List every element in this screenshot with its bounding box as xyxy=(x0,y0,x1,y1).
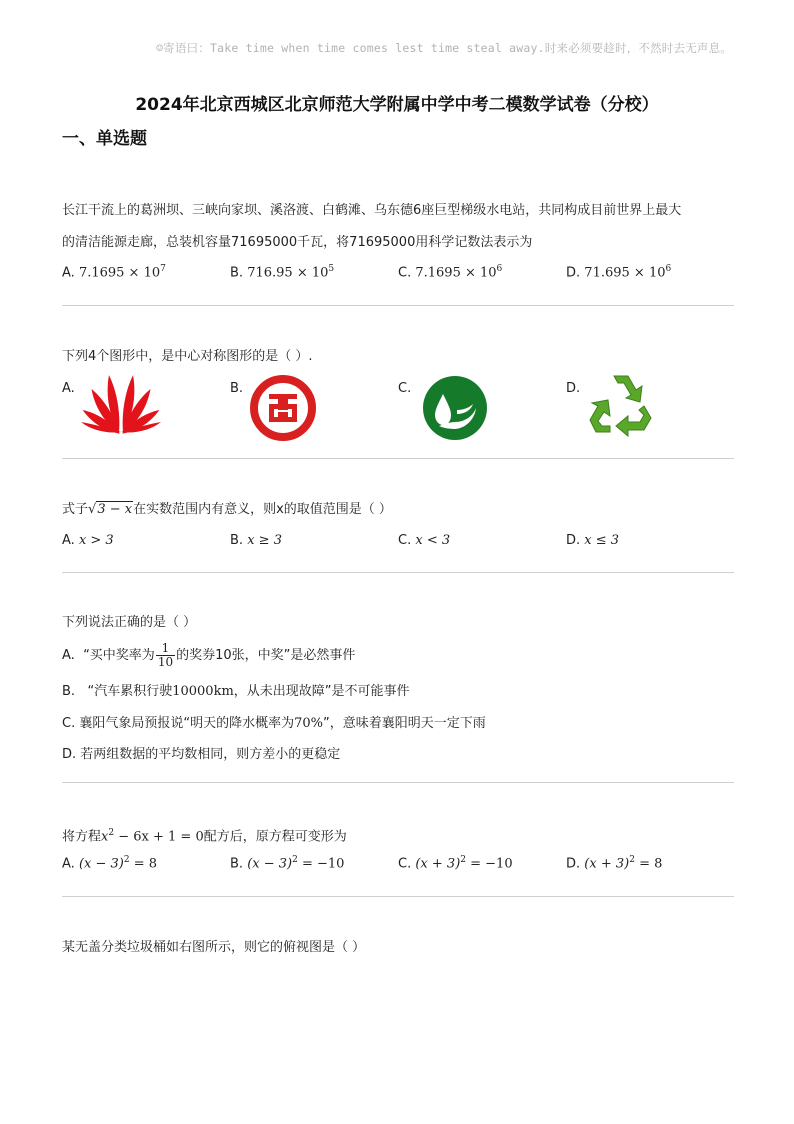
fraction-numerator: 1 xyxy=(156,642,175,656)
q5-option-d[interactable] xyxy=(566,855,662,871)
sqrt-expression: √3 − x xyxy=(88,502,133,517)
q3-option-b[interactable] xyxy=(230,533,282,548)
q5-stem-pre: 将方程 xyxy=(62,829,102,845)
q2-option-c-label[interactable]: C. xyxy=(398,381,412,396)
option-exponent: 2 xyxy=(292,855,298,865)
option-math: x ≤ 3 xyxy=(584,533,620,548)
option-label: A. xyxy=(62,265,75,281)
icbc-logo-icon[interactable] xyxy=(249,374,317,442)
option-math: 71.695 × 10 xyxy=(584,265,666,281)
q1-option-c[interactable] xyxy=(398,264,502,280)
option-label: C. xyxy=(398,265,412,281)
option-label: C. xyxy=(398,856,412,872)
fraction xyxy=(156,642,175,669)
q3-option-a[interactable] xyxy=(62,533,114,548)
section-heading: 一、单选题 xyxy=(62,129,147,149)
q3-option-d[interactable] xyxy=(566,533,619,548)
option-math: x < 3 xyxy=(415,533,451,548)
option-math-rest: = −10 xyxy=(297,856,345,872)
option-math: (x + 3) xyxy=(584,856,630,872)
option-label: B. xyxy=(230,856,244,872)
option-label: A. xyxy=(62,533,75,548)
option-math: (x − 3) xyxy=(78,856,124,872)
option-text-pre: “汽车累积行驶 xyxy=(87,684,173,699)
option-label: D. xyxy=(566,533,581,548)
option-label: A. xyxy=(62,856,75,872)
equation-var: x xyxy=(101,829,109,845)
sqrt-radicand: 3 − x xyxy=(97,502,133,517)
option-label: C. xyxy=(398,533,412,548)
option-text-pre: “买中奖率为 xyxy=(83,648,155,663)
option-math-rest: = −10 xyxy=(466,856,513,872)
option-math-rest: = 8 xyxy=(129,856,158,872)
option-text-pre: 襄阳气象局预报说“明天的降水概率为 xyxy=(79,716,295,731)
question-5-stem xyxy=(62,817,347,853)
question-3-stem xyxy=(62,494,392,526)
q4-option-c[interactable] xyxy=(62,712,486,731)
q5-option-a[interactable] xyxy=(62,855,157,871)
question-separator xyxy=(62,572,734,573)
option-math: (x + 3) xyxy=(415,856,461,872)
q2-option-d-label[interactable]: D. xyxy=(566,381,581,396)
question-separator xyxy=(62,782,734,783)
option-math: x > 3 xyxy=(78,533,114,548)
option-exponent: 7 xyxy=(160,264,166,274)
option-label: D. xyxy=(62,747,77,762)
q1-option-b[interactable] xyxy=(230,264,334,280)
option-math: 70% xyxy=(294,716,324,731)
q3-stem-pre: 式子 xyxy=(62,502,89,517)
option-exponent: 2 xyxy=(460,855,466,865)
option-exponent: 2 xyxy=(629,855,635,865)
option-math: 716.95 × 10 xyxy=(247,265,329,281)
question-separator xyxy=(62,305,734,306)
option-label: A. xyxy=(62,648,75,663)
q2-option-a-label[interactable]: A. xyxy=(62,381,75,396)
q1-option-a[interactable] xyxy=(62,264,166,280)
option-text: 若两组数据的平均数相同，则方差小的更稳定 xyxy=(80,747,341,762)
q4-option-a[interactable] xyxy=(62,638,355,674)
q1-option-d[interactable] xyxy=(566,264,671,280)
q4-option-b[interactable] xyxy=(62,680,410,699)
q4-option-d[interactable] xyxy=(62,743,340,762)
option-label: B. xyxy=(62,684,76,699)
question-separator xyxy=(62,458,734,459)
recycle-logo-icon[interactable] xyxy=(584,370,658,440)
q5-option-b[interactable] xyxy=(230,855,344,871)
option-text-post: ”，意味着襄阳明天一定下雨 xyxy=(323,716,486,731)
question-2-stem: 下列4个图形中，是中心对称图形的是（ ）. xyxy=(62,349,313,364)
question-4-stem: 下列说法正确的是（ ） xyxy=(62,615,197,630)
question-1-line-2: 的清洁能源走廊，总装机容量71695000千瓦，将71695000用科学记数法表示为 xyxy=(62,235,533,250)
page-title: 2024年北京西城区北京师范大学附属中学中考二模数学试卷（分校） xyxy=(135,95,659,115)
option-text-post: ，从未出现故障”是不可能事件 xyxy=(233,684,410,699)
option-exponent: 6 xyxy=(665,264,672,274)
equation-exponent: 2 xyxy=(108,828,115,838)
option-label: D. xyxy=(566,856,581,872)
option-math: 7.1695 × 10 xyxy=(78,265,161,281)
option-exponent: 2 xyxy=(123,855,130,865)
fraction-denominator: 10 xyxy=(157,655,174,669)
water-drop-logo-icon[interactable] xyxy=(421,374,489,442)
option-math: 7.1695 × 10 xyxy=(415,265,497,281)
option-math-rest: = 8 xyxy=(634,856,663,872)
option-math: (x − 3) xyxy=(247,856,293,872)
huawei-logo-icon[interactable] xyxy=(78,370,164,436)
q3-stem-post: 在实数范围内有意义，则x的取值范围是（ ） xyxy=(133,502,392,517)
option-label: C. xyxy=(62,716,76,731)
equation-rest: − 6x + 1 = 0 xyxy=(114,829,204,845)
motto-line: ☺寄语曰：Take time when time comes lest time steal away.时来必须要趁时，不然时去无声息。 xyxy=(156,41,732,55)
q5-option-c[interactable] xyxy=(398,855,513,871)
q5-stem-post: 配方后，原方程可变形为 xyxy=(203,829,347,845)
question-separator xyxy=(62,896,734,897)
question-6-stem: 某无盖分类垃圾桶如右图所示，则它的俯视图是（ ） xyxy=(62,940,366,955)
q3-option-c[interactable] xyxy=(398,533,450,548)
option-exponent: 5 xyxy=(328,264,335,274)
question-1-line-1: 长江干流上的葛洲坝、三峡向家坝、溪洛渡、白鹤滩、乌东德6座巨型梯级水电站，共同构成目前世界上最大 xyxy=(62,203,682,218)
option-math: x ≥ 3 xyxy=(247,533,282,548)
option-exponent: 6 xyxy=(496,264,503,274)
option-label: D. xyxy=(566,265,581,281)
option-math: 10000km xyxy=(172,684,234,699)
option-text-post: 的奖券10张，中奖”是必然事件 xyxy=(176,648,356,663)
q2-option-b-label[interactable]: B. xyxy=(230,381,244,396)
option-label: B. xyxy=(230,265,244,281)
option-label: B. xyxy=(230,533,244,548)
